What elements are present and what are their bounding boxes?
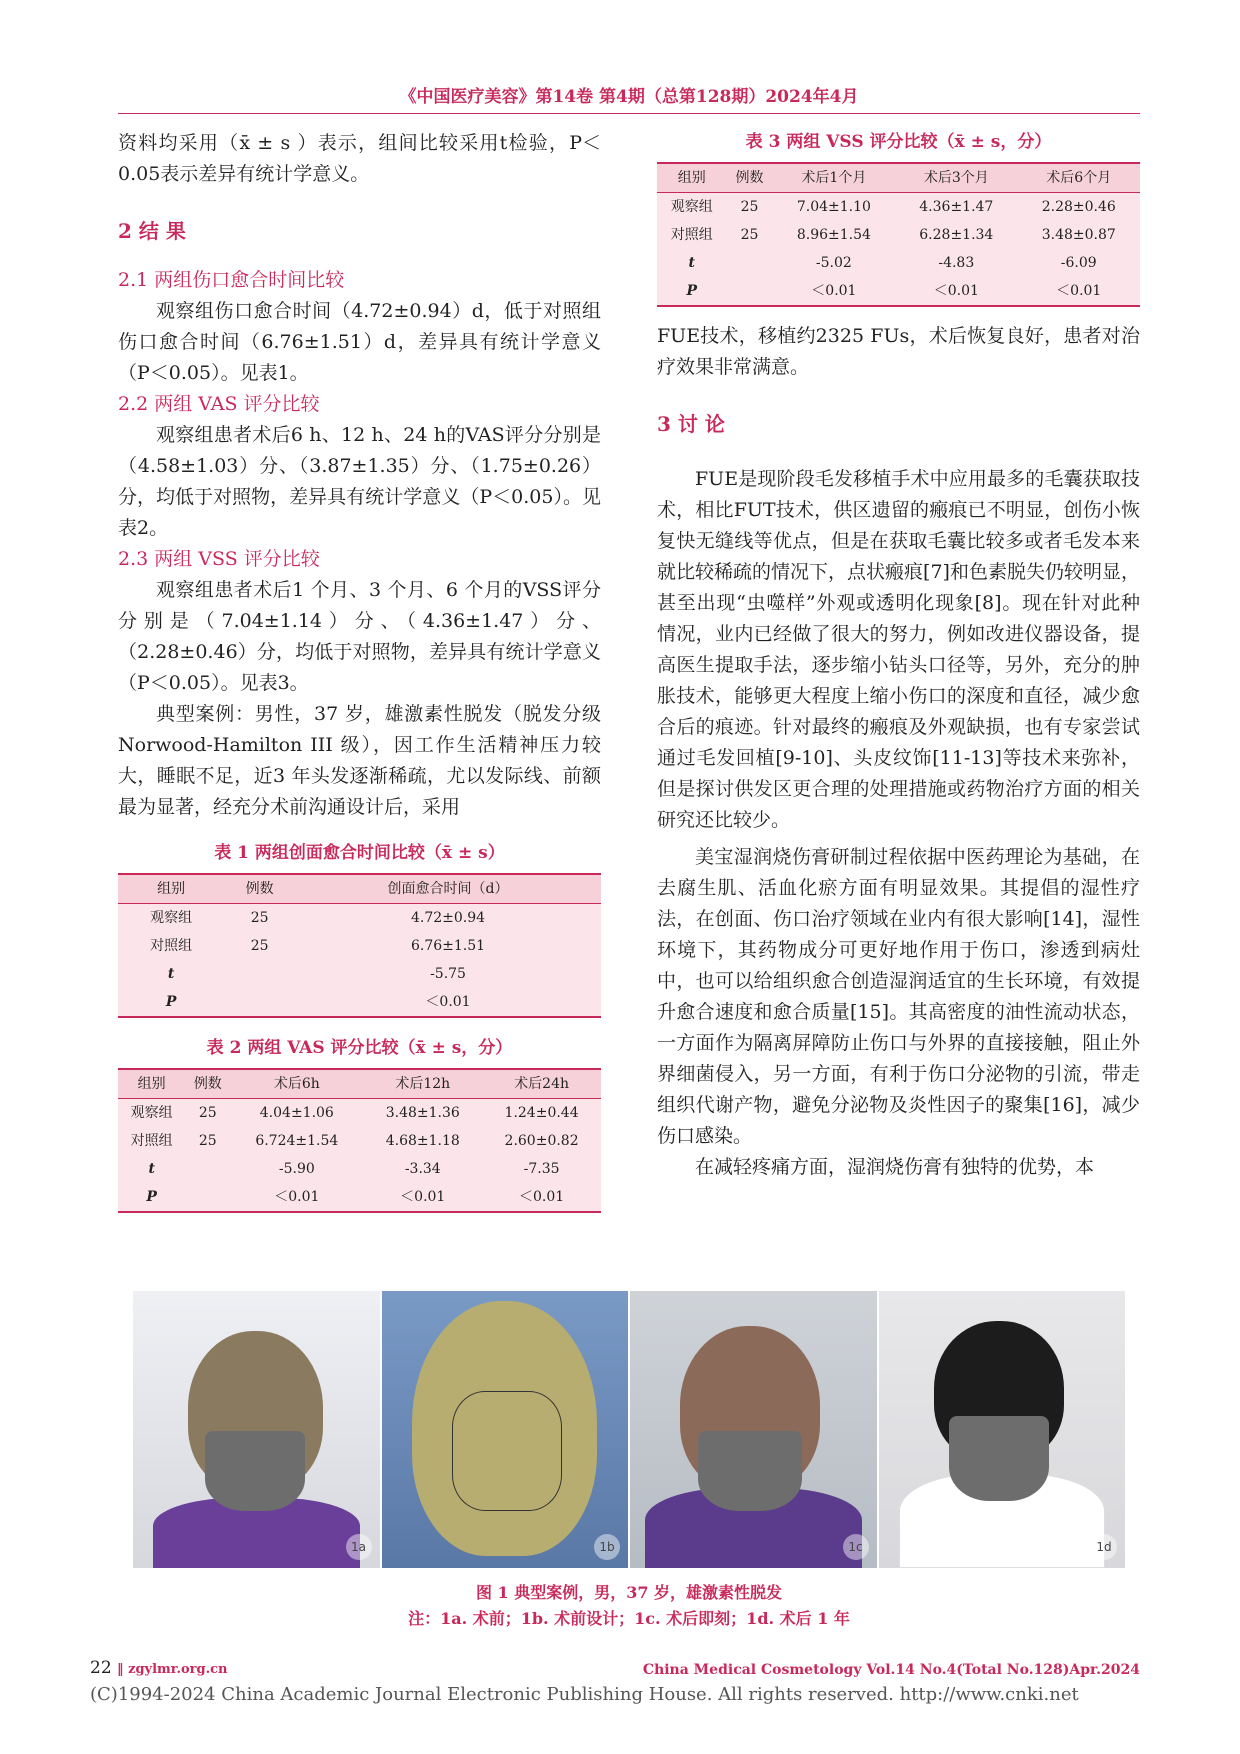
table-3-header: 组别 [657,163,726,193]
results-heading: 2 结 果 [118,219,186,243]
table-cell: 3.48±1.36 [363,1099,482,1128]
table-2-header: 术后24h [482,1069,601,1099]
table-cell: 对照组 [657,221,726,249]
discussion-paragraph-3: 在减轻疼痛方面，湿润烧伤膏有独特的优势，本 [695,1156,1095,1178]
table-cell: P [118,988,224,1017]
table-cell: 观察组 [118,904,224,933]
table-row [657,277,1140,306]
table-1-caption: 表 1 两组创面愈合时间比较（x̄ ± s） [214,843,505,863]
table-cell [224,960,295,988]
table-cell [224,988,295,1017]
table-1-header: 组别 [118,874,224,904]
figure-caption-title: 图 1 典型案例，男，37 岁，雄激素性脱发 [475,1583,783,1602]
table-2 [118,1068,601,1213]
table-cell: 2.60±0.82 [482,1127,601,1155]
table-cell: 4.68±1.18 [363,1127,482,1155]
table-cell: ＜0.01 [895,277,1017,306]
table-cell: 6.724±1.54 [230,1127,363,1155]
section-2-1-heading: 2.1 两组伤口愈合时间比较 [118,269,345,291]
table-cell: 对照组 [118,1127,185,1155]
face-mask [205,1431,305,1511]
figure-caption-note: 注：1a. 术前；1b. 术前设计；1c. 术后即刻；1d. 术后 1 年 [408,1609,850,1628]
right-column [657,128,1140,1183]
case-report-continued: FUE技术，移植约2325 FUs，术后恢复良好，患者对治疗效果非常满意。 [657,325,1140,378]
table-cell: 1.24±0.44 [482,1099,601,1128]
table-cell: 25 [224,932,295,960]
methods-tail: 资料均采用（x̄ ± s ）表示，组间比较采用t检验，P＜0.05表示差异有统计学意义。 [118,132,601,185]
photo-1b [382,1291,629,1568]
table-1-header: 创面愈合时间（d） [295,874,601,904]
table-cell: -3.34 [363,1155,482,1183]
discussion-paragraph-2: 美宝湿润烧伤膏研制过程依据中医药理论为基础，在去腐生肌、活血化瘀方面有明显效果。其提倡的湿性疗法，在创面、伤口治疗领域在业内有很大影响[14]，湿性环境下，其药物成分可更好地作用于伤口，渗透到病灶中，也可以给组织愈合创造湿润适宜的生长环境，有效提升愈合速度和愈合质量[15]。其高密度的油性流动状态，一方面作为隔离屏障防止伤口与外界的直接接触，阻止外界细菌侵入，另一方面，有利于伤口分泌物的引流，带走组织代谢产物，避免分泌物及炎性因子的聚集[16]，减少伤口感染。 [657,846,1140,1147]
photo-label: 1d [1091,1534,1117,1560]
table-cell: ＜0.01 [295,988,601,1017]
table-cell: 对照组 [118,932,224,960]
table-cell: 7.04±1.10 [773,193,895,222]
table-cell: -7.35 [482,1155,601,1183]
table-cell: 25 [185,1127,230,1155]
journal-citation: China Medical Cosmetology Vol.14 No.4(Total No.128)Apr.2024 [642,1662,1140,1678]
table-cell [726,277,772,306]
photo-1a [133,1291,380,1568]
table-cell: -5.90 [230,1155,363,1183]
table-cell: 观察组 [657,193,726,222]
table-cell: 4.36±1.47 [895,193,1017,222]
table-2-header: 术后12h [363,1069,482,1099]
table-cell: 2.28±0.46 [1018,193,1140,222]
table-1-header: 例数 [224,874,295,904]
table-2-caption: 表 2 两组 VAS 评分比较（x̄ ± s，分） [206,1038,513,1058]
table-row [657,221,1140,249]
table-cell [185,1183,230,1212]
table-cell: 25 [726,221,772,249]
table-cell: ＜0.01 [482,1183,601,1212]
table-cell: ＜0.01 [230,1183,363,1212]
table-cell: 25 [185,1099,230,1128]
photo-1c [630,1291,877,1568]
table-cell: ＜0.01 [773,277,895,306]
section-2-3-heading: 2.3 两组 VSS 评分比较 [118,548,320,570]
table-row [657,249,1140,277]
table-3-caption: 表 3 两组 VSS 评分比较（x̄ ± s，分） [745,132,1052,152]
table-row [118,988,601,1017]
photo-1d [879,1291,1126,1568]
table-row [657,193,1140,222]
table-3-header: 术后1个月 [773,163,895,193]
table-row [118,1127,601,1155]
header-rule [118,113,1140,114]
table-3-header: 术后6个月 [1018,163,1140,193]
table-row [118,960,601,988]
table-cell: 25 [726,193,772,222]
table-2-header: 例数 [185,1069,230,1099]
table-cell: 4.72±0.94 [295,904,601,933]
table-2-header: 术后6h [230,1069,363,1099]
table-cell: 25 [224,904,295,933]
table-cell: -5.75 [295,960,601,988]
table-row [118,1099,601,1128]
table-cell: t [118,960,224,988]
photo-label: 1c [843,1534,869,1560]
photo-label: 1b [594,1534,620,1560]
copyright-line: (C)1994-2024 China Academic Journal Electronic Publishing House. All rights reserved. http://www.cnki.net [90,1684,1079,1705]
table-row [118,1183,601,1212]
table-cell: 3.48±0.87 [1018,221,1140,249]
discussion-heading: 3 讨 论 [657,412,725,436]
table-cell [185,1155,230,1183]
table-3 [657,162,1140,307]
section-2-2-heading: 2.2 两组 VAS 评分比较 [118,393,320,415]
face-mask [698,1431,802,1511]
table-cell: 6.28±1.34 [895,221,1017,249]
table-cell: P [118,1183,185,1212]
table-cell: P [657,277,726,306]
section-2-2-text: 观察组患者术后6 h、12 h、24 h的VAS评分分别是（4.58±1.03）分、（3.87±1.35）分、（1.75±0.26）分，均低于对照物，差异具有统计学意义（P＜0.05）。见表2。 [118,424,601,539]
figure-caption [118,1580,1140,1632]
table-cell [726,249,772,277]
section-2-1-text: 观察组伤口愈合时间（4.72±0.94）d，低于对照组伤口愈合时间（6.76±1.51）d，差异具有统计学意义（P＜0.05）。见表1。 [118,300,601,384]
table-cell: 6.76±1.51 [295,932,601,960]
table-cell: t [657,249,726,277]
figure-1 [133,1291,1125,1568]
table-3-header: 例数 [726,163,772,193]
table-row [118,904,601,933]
section-2-3-text: 观察组患者术后1 个月、3 个月、6 个月的VSS评分分别是（7.04±1.14）分、（4.36±1.47）分、（2.28±0.46）分，均低于对照物，差异具有统计学意义（P＜0.05）。见表3。 [118,579,601,694]
discussion-paragraph-1: FUE是现阶段毛发移植手术中应用最多的毛囊获取技术，相比FUT技术，供区遗留的瘢痕已不明显，创伤小恢复快无缝线等优点，但是在获取毛囊比较多或者毛发本来就比较稀疏的情况下，点状瘢痕[7]和色素脱失仍较明显，甚至出现“虫噬样”外观或透明化现象[8]。现在针对此种情况，业内已经做了很大的努力，例如改进仪器设备，提高医生提取手法，逐步缩小钻头口径等，另外，充分的肿胀技术，能够更大程度上缩小伤口的深度和直径，减少愈合后的痕迹。针对最终的瘢痕及外观缺损，也有专家尝试通过毛发回植[9-10]、头皮纹饰[11-13]等技术来弥补，但是探讨供发区更合理的处理措施或药物治疗方面的相关研究还比较少。 [657,468,1140,831]
table-cell: -5.02 [773,249,895,277]
table-3-header: 术后3个月 [895,163,1017,193]
face-mask [949,1416,1049,1501]
running-header: 《中国医疗美容》第14卷 第4期（总第128期）2024年4月 [399,87,859,107]
table-cell: 观察组 [118,1099,185,1128]
table-row [118,1155,601,1183]
table-cell: ＜0.01 [363,1183,482,1212]
table-cell: t [118,1155,185,1183]
table-cell: 8.96±1.54 [773,221,895,249]
photo-label: 1a [346,1534,372,1560]
left-column [118,128,601,1213]
table-2-header: 组别 [118,1069,185,1099]
journal-site-link[interactable]: ‖ zgylmr.org.cn [117,1662,228,1677]
page-number: 22 [90,1658,112,1678]
table-cell: -6.09 [1018,249,1140,277]
table-cell: ＜0.01 [1018,277,1140,306]
design-lines [452,1391,562,1511]
case-report-text: 典型案例：男性，37 岁，雄激素性脱发（脱发分级Norwood-Hamilton III 级），因工作生活精神压力较大，睡眠不足，近3 年头发逐渐稀疏，尤以发际线、前额最为显著，经充分术前沟通设计后，采用 [118,703,601,818]
table-row [118,932,601,960]
table-cell: -4.83 [895,249,1017,277]
page-footer-left [90,1658,227,1678]
table-cell: 4.04±1.06 [230,1099,363,1128]
table-1 [118,873,601,1018]
